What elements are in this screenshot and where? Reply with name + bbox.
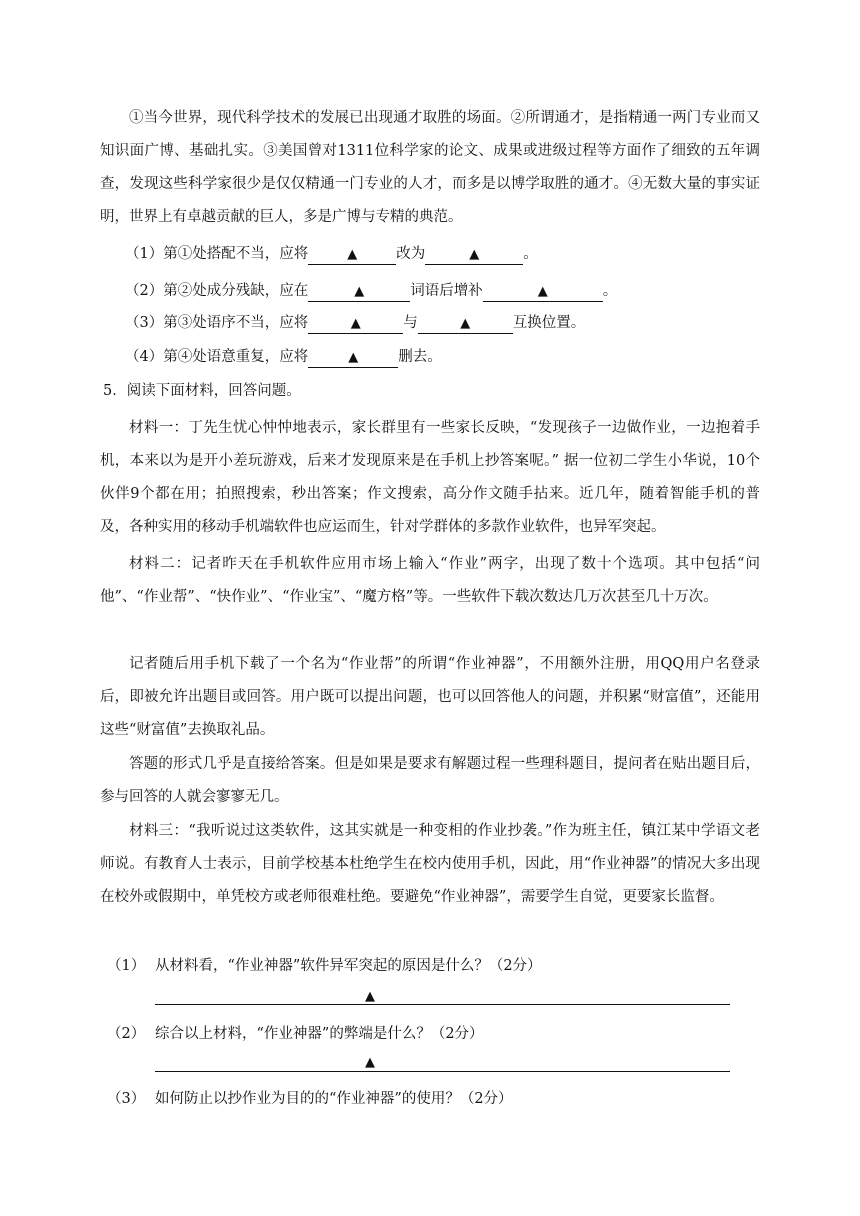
- answer-marker: ▲: [365, 1055, 375, 1070]
- answer-blank[interactable]: ▲: [425, 244, 523, 265]
- material-3: 材料三：“我听说过这类软件，这其实就是一种变相的作业抄袭。”作为班主任，镇江某中学语文老师说。有教育人士表示，目前学校基本杜绝学生在校内使用手机，因此，用“作业神器”的情况大多出现在校外或假期中，单凭校方或老师很难杜绝。要避免“作业神器”，需要学生自觉，更要家长监督。: [100, 823, 760, 905]
- material-1: 材料一：丁先生忧心忡忡地表示，家长群里有一些家长反映，“发现孩子一边做作业，一边抱着手机，本来以为是开小差玩游戏，后来才发现原来是在手机上抄答案呢。” 据一位初二学生小华说，10个伙伴9个都在用；拍照搜索，秒出答案；作文搜索，高分作文随手拈来。近几年，随着智能手机的普及，各种实用的移动手机端软件也应运而生，针对学群体的多款作业软件，也异军突起。: [100, 420, 760, 535]
- sub-question-1-text: 从材料看，“作业神器”软件异军突起的原因是什么？（2分）: [155, 958, 542, 974]
- question-5-title: 5．阅读下面材料，回答问题。: [103, 383, 301, 399]
- sub-question-3-text: 如何防止以抄作业为目的的“作业神器”的使用？（2分）: [155, 1091, 513, 1107]
- answer-marker: ▲: [365, 989, 375, 1004]
- answer-blank[interactable]: ▲: [308, 313, 403, 334]
- question-4: （4）第④处语意重复，应将 ▲ 删去。: [125, 341, 442, 374]
- question-1: （1）第①处搭配不当，应将 ▲ 改为 ▲ 。: [125, 238, 538, 271]
- question-2: （2）第②处成分残缺，应在 ▲ 词语后增补 ▲ 。: [125, 275, 617, 308]
- answer-line-1[interactable]: [155, 1004, 730, 1005]
- sub-question-1-number: （1）: [107, 958, 146, 974]
- answer-blank[interactable]: ▲: [418, 313, 513, 334]
- sub-question-3-number: （3）: [107, 1091, 146, 1107]
- answer-line-2[interactable]: [155, 1071, 730, 1072]
- material-2-paragraph-2: 记者随后用手机下载了一个名为“作业帮”的所谓“作业神器”，不用额外注册，用QQ用户名登录后，即被允许出题目或回答。用户既可以提出问题，也可以回答他人的问题，并积累“财富值”，还能用这些“财富值”去换取礼品。: [100, 656, 760, 738]
- answer-blank[interactable]: ▲: [308, 347, 398, 368]
- material-2: 材料二：记者昨天在手机软件应用市场上输入“作业”两字，出现了数十个选项。其中包括“问他”、“作业帮”、“快作业”、“作业宝”、“魔方格”等。一些软件下载次数达几万次甚至几十万次。: [100, 556, 760, 605]
- answer-blank[interactable]: ▲: [308, 244, 396, 265]
- passage-paragraph: ①当今世界，现代科学技术的发展已出现通才取胜的场面。②所谓通才，是指精通一两门专业而又知识面广博、基础扎实。③美国曾对1311位科学家的论文、成果或进级过程等方面作了细致的五年调查，发现这些科学家很少是仅仅精通一门专业的人才，而多是以博学取胜的通才。④无数大量的事实证明，世界上有卓越贡献的巨人，多是广博与专精的典范。: [100, 110, 760, 225]
- answer-blank[interactable]: ▲: [483, 281, 603, 302]
- sub-question-2-number: （2）: [107, 1026, 146, 1042]
- answer-blank[interactable]: ▲: [308, 281, 410, 302]
- material-2-paragraph-3: 答题的形式几乎是直接给答案。但是如果是要求有解题过程一些理科题目，提问者在贴出题目后，参与回答的人就会寥寥无几。: [100, 756, 760, 805]
- sub-question-2-text: 综合以上材料，“作业神器”的弊端是什么？（2分）: [155, 1026, 484, 1042]
- question-3: （3）第③处语序不当，应将 ▲ 与 ▲ 互换位置。: [125, 307, 585, 340]
